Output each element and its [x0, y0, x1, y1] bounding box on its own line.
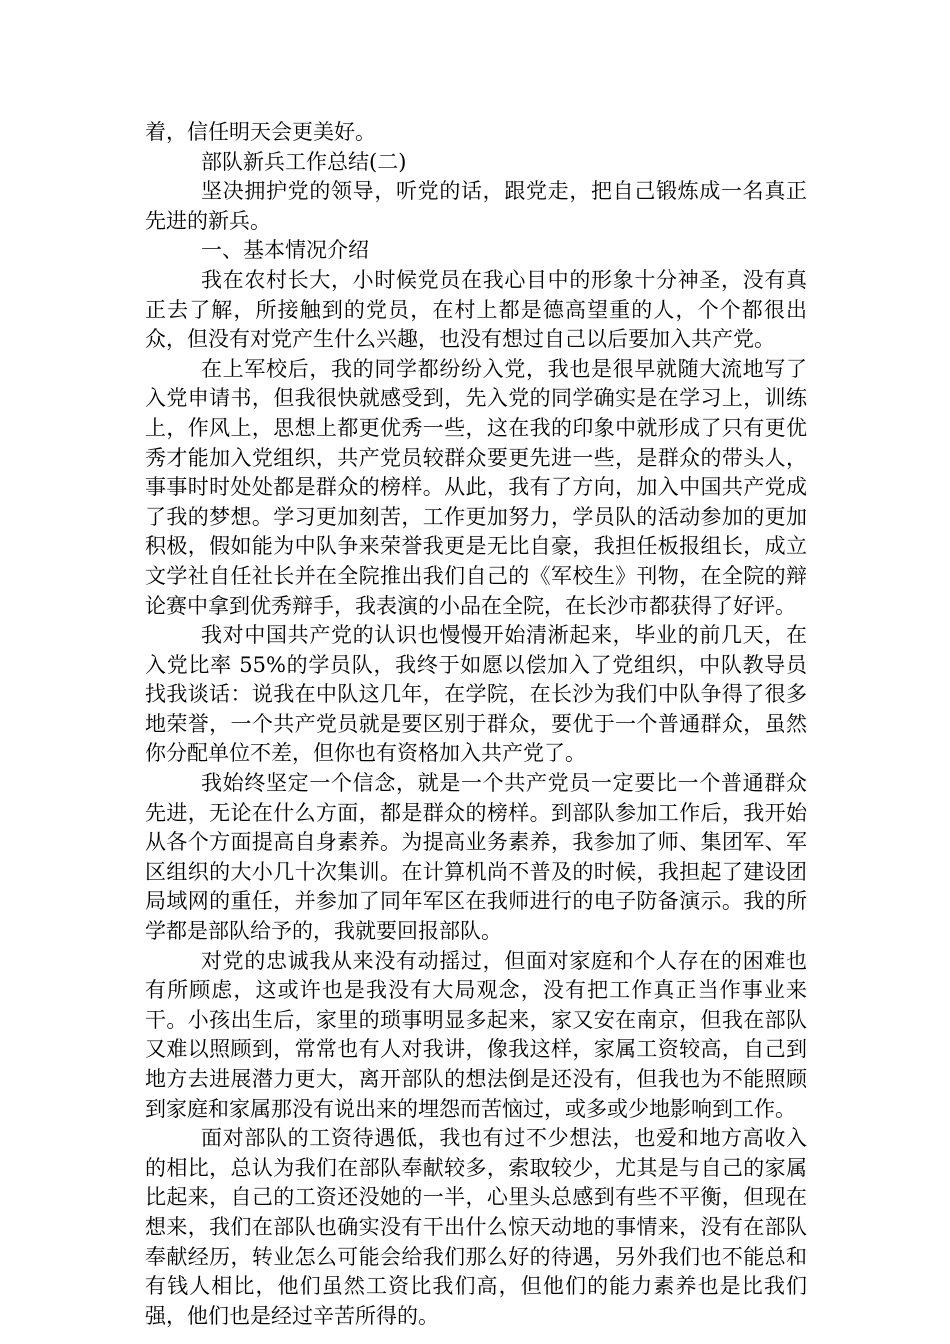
intro-paragraph: 坚决拥护党的领导，听党的话，跟党走，把自己锻炼成一名真正先进的新兵。 [145, 179, 807, 233]
document-title: 部队新兵工作总结(二) [201, 149, 407, 174]
document-page [145, 118, 807, 1331]
body-paragraph: 我在农村长大，小时候党员在我心目中的形象十分神圣，没有真正去了解，所接触到的党员，在村上都是德高望重的人，个个都很出众，但没有对党产生什么兴趣，也没有想过自己以后要加入共产党。 [145, 267, 807, 352]
body-paragraph: 对党的忠诚我从来没有动摇过，但面对家庭和个人存在的困难也有所顾虑，这或许也是我没有大局观念，没有把工作真正当作事业来干。小孩出生后，家里的琐事明显多起来，家又安在南京，但我在部队又难以照顾到，常常也有人对我讲，像我这样，家属工资较高，自己到地方去进展潜力更大，离开部队的想法倒是还没有，但我也为不能照顾到家庭和家属那没有说出来的埋怨而苦恼过，或多或少地影响到工作。 [145, 948, 807, 1121]
body-paragraph: 我对中国共产党的认识也慢慢开始清淅起来，毕业的前几天，在入党比率 55%的学员队，我终于如愿以偿加入了党组织，中队教导员找我谈话：说我在中队这几年，在学院，在长沙为我们中队争得了很多地荣誉，一个共产党员就是要区别于群众，要优于一个普通群众，虽然你分配单位不差，但你也有资格加入共产党了。 [145, 623, 807, 766]
body-paragraph: 在上军校后，我的同学都纷纷入党，我也是很早就随大流地写了入党申请书，但我很快就感受到，先入党的同学确实是在学习上，训练上，作风上，思想上都更优秀一些，这在我的印象中就形成了只有更优秀才能加入党组织，共产党员较群众要更先进一些，是群众的带头人，事事时时处处都是群众的榜样。从此，我有了方向，加入中国共产党成了我的梦想。学习更加刻苦，工作更加努力，学员队的活动参加的更加积极，假如能为中队争来荣誉我更是无比自豪，我担任板报组长，成立文学社自任社长并在全院推出我们自己的《军校生》刊物，在全院的辩论赛中拿到优秀辩手，我表演的小品在全院，在长沙市都获得了好评。 [145, 356, 807, 618]
opening-line: 着，信任明天会更美好。 [145, 120, 376, 144]
body-paragraph: 面对部队的工资待遇低，我也有过不少想法，也爱和地方高收入的相比，总认为我们在部队奉献较多，索取较少，尤其是与自己的家属比起来，自己的工资还没她的一半，心里头总感到有些不平衡，但现在想来，我们在部队也确实没有干出什么惊天动地的事情来，没有在部队奉献经历，转业怎么可能会给我们那么好的待遇，另外我们也不能总和有钱人相比，他们虽然工资比我们高，但他们的能力素养也是比我们强，他们也是经过辛苦所得的。 [145, 1126, 807, 1328]
section-heading: 一、基本情况介绍 [201, 238, 369, 263]
body-paragraph: 我始终坚定一个信念，就是一个共产党员一定要比一个普通群众先进，无论在什么方面，都是群众的榜样。到部队参加工作后，我开始从各个方面提高自身素养。为提高业务素养，我参加了师、集团军、军区组织的大小几十次集训。在计算机尚不普及的时候，我担起了建设团局域网的重任，并参加了同年军区在我师进行的电子防备演示。我的所学都是部队给予的，我就要回报部队。 [145, 771, 807, 944]
